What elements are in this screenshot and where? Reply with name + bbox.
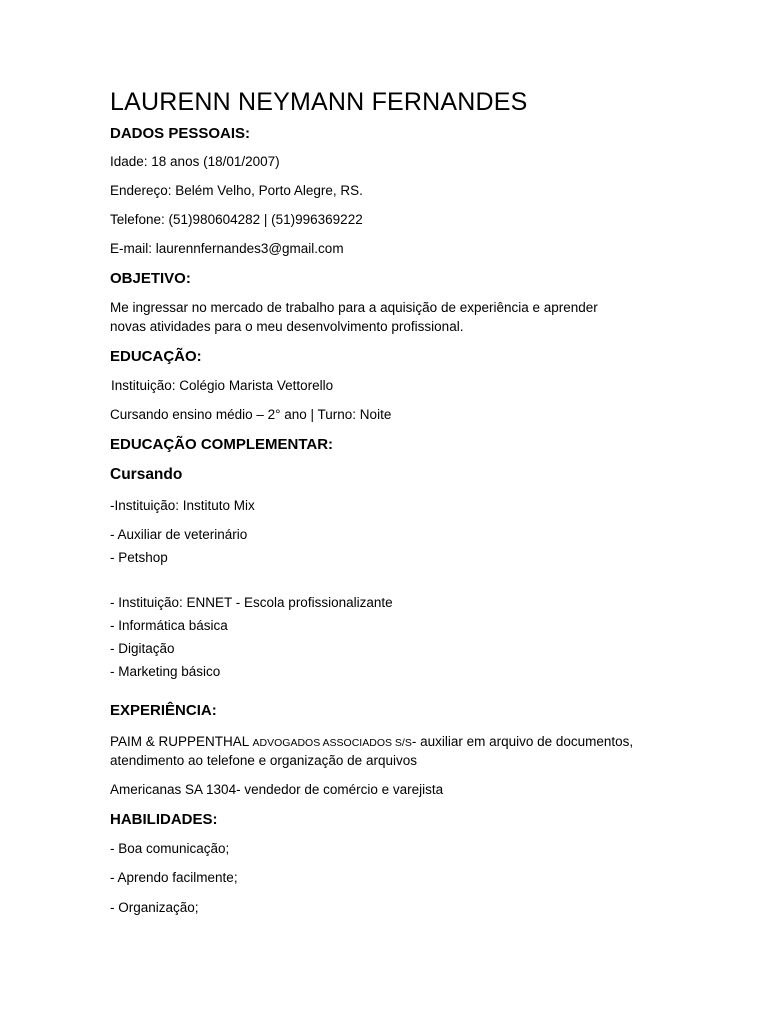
address-line: Endereço: Belém Velho, Porto Alegre, RS. [110,183,363,198]
list-item: - Boa comunicação; [110,841,230,856]
phone-line: Telefone: (51)980604282 | (51)996369222 [110,212,363,227]
objective-line-2: novas atividades para o meu desenvolvimento profissional. [110,319,464,334]
list-item: - Aprendo facilmente; [110,870,238,885]
skills-heading: HABILIDADES: [110,811,218,828]
complementary-institution-1: -Instituição: Instituto Mix [110,498,255,513]
list-item: - Auxiliar de veterinário [110,527,248,542]
experience-job-1 [110,732,633,753]
list-item: - Digitação [110,641,175,656]
personal-heading: DADOS PESSOAIS: [110,125,251,142]
list-item: - Organização; [110,900,199,915]
list-item: - Marketing básico [110,664,221,679]
education-heading: EDUCAÇÃO: [110,348,202,365]
education-course: Cursando ensino médio – 2° ano | Turno: Noite [110,407,392,422]
objective-line-1: Me ingressar no mercado de trabalho para a aquisição de experiência e aprender [110,300,598,315]
objective-heading: OBJETIVO: [110,270,191,287]
email-line: E-mail: laurennfernandes3@gmail.com [110,241,344,256]
age-line: Idade: 18 anos (18/01/2007) [110,154,280,169]
experience-job-2: Americanas SA 1304- vendedor de comércio e varejista [110,782,444,797]
education-institution: Instituição: Colégio Marista Vettorello [111,378,334,393]
job-1-company-suffix: ADVOGADOS ASSOCIADOS S/S [252,737,412,749]
complementary-institution-2: - Instituição: ENNET - Escola profissionalizante [110,595,393,610]
complementary-subheading: Cursando [110,466,183,483]
job-1-role: - auxiliar em arquivo de documentos, [411,734,634,749]
resume-name: LAURENN NEYMANN FERNANDES [110,88,528,116]
complementary-heading: EDUCAÇÃO COMPLEMENTAR: [110,436,334,453]
job-1-company: PAIM & RUPPENTHAL [110,734,253,749]
list-item: - Petshop [110,550,168,565]
experience-job-1-line-2: atendimento ao telefone e organização de arquivos [110,753,417,768]
experience-heading: EXPERIÊNCIA: [110,702,217,719]
list-item: - Informática básica [110,618,228,633]
